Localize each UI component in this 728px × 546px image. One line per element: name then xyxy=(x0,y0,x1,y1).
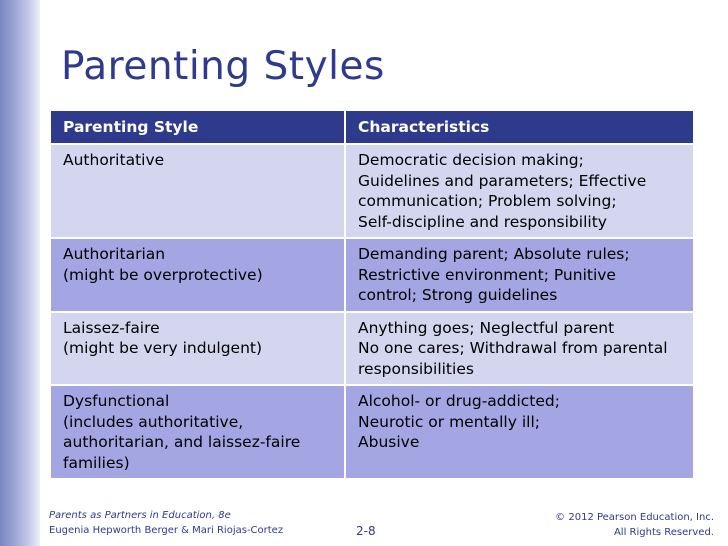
footer-book-title: Parents as Partners in Education, 8e xyxy=(49,510,231,521)
cell-style: Dysfunctional (includes authoritative, authoritarian, and laissez-faire families) xyxy=(50,385,345,479)
table-row-authoritative xyxy=(50,144,694,238)
cell-style: Authoritative xyxy=(50,144,345,238)
footer-citation xyxy=(49,508,283,538)
column-header-parenting-style: Parenting Style xyxy=(50,110,345,144)
cell-style: Laissez-faire (might be very indulgent) xyxy=(50,312,345,386)
cell-characteristics: Demanding parent; Absolute rules; Restrictive environment; Punitive control; Strong guidelines xyxy=(345,238,694,312)
table-row-laissez-faire xyxy=(50,312,694,386)
table-row-dysfunctional xyxy=(50,385,694,479)
footer-copyright xyxy=(555,510,714,540)
cell-characteristics: Alcohol- or drug-addicted; Neurotic or mentally ill; Abusive xyxy=(345,385,694,479)
column-header-characteristics: Characteristics xyxy=(345,110,694,144)
table-row-authoritarian xyxy=(50,238,694,312)
cell-characteristics: Anything goes; Neglectful parent No one cares; Withdrawal from parental responsibilities xyxy=(345,312,694,386)
footer-authors: Eugenia Hepworth Berger & Mari Riojas-Cortez xyxy=(49,525,284,536)
page-number: 2-8 xyxy=(356,524,376,538)
cell-style: Authoritarian (might be overprotective) xyxy=(50,238,345,312)
table-header-row xyxy=(50,110,694,144)
cell-characteristics: Democratic decision making; Guidelines and parameters; Effective communication; Problem solving; Self-discipline and responsibility xyxy=(345,144,694,238)
decorative-left-bar xyxy=(0,0,40,546)
slide-title: Parenting Styles xyxy=(61,44,385,89)
parenting-styles-table xyxy=(49,109,695,480)
rights-text: All Rights Reserved. xyxy=(613,527,714,538)
copyright-text: © 2012 Pearson Education, Inc. xyxy=(555,512,714,523)
